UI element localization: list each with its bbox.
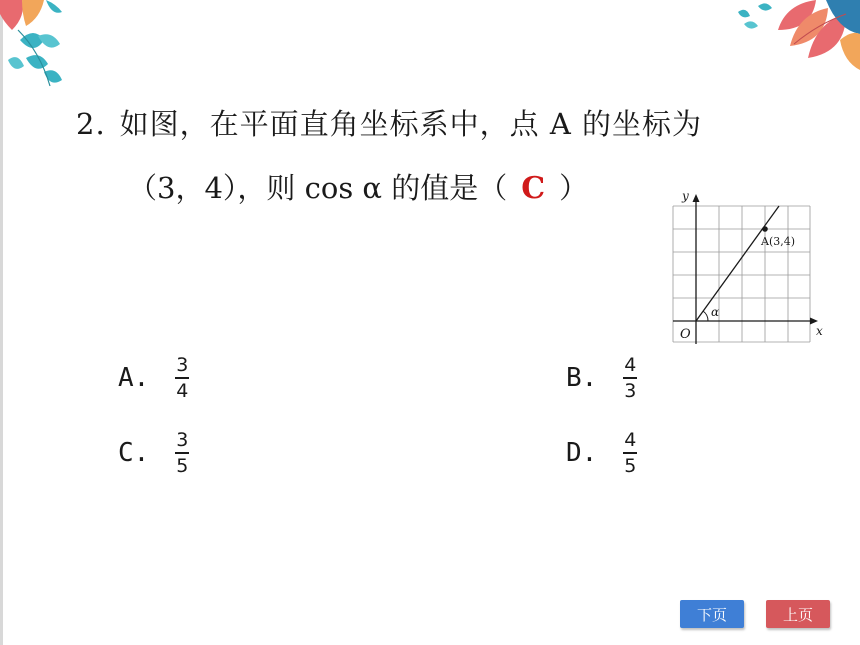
option-c[interactable] (118, 430, 189, 476)
leaf-decoration-top-right (728, 0, 860, 70)
option-fraction (623, 430, 637, 476)
fraction-bar (175, 452, 189, 454)
option-fraction (175, 430, 189, 476)
option-fraction (623, 355, 637, 401)
option-b[interactable] (566, 355, 637, 401)
numerator: 3 (176, 429, 189, 451)
option-d[interactable] (566, 430, 637, 476)
x-axis-label: x (816, 324, 823, 338)
question-close-paren: ） (559, 171, 589, 205)
option-a[interactable] (118, 355, 189, 401)
previous-page-button[interactable]: 上页 (766, 600, 830, 628)
denominator: 5 (176, 454, 189, 477)
origin-label: O (680, 327, 691, 342)
point-a (762, 226, 768, 232)
question-condition: （3，4），则 cos α 的值是（ (128, 171, 508, 205)
answer-letter: C (521, 171, 546, 206)
question-line-1 (76, 102, 702, 143)
option-letter: D. (566, 437, 598, 468)
question-line-2 (128, 166, 588, 207)
option-letter: A. (118, 362, 150, 393)
y-axis-label: y (682, 189, 689, 203)
denominator: 3 (624, 379, 637, 402)
ray-oa (696, 206, 779, 321)
question-number: 2. (76, 107, 106, 141)
slide-border (0, 0, 3, 645)
option-letter: B. (566, 362, 598, 393)
numerator: 4 (624, 354, 637, 376)
fraction-bar (623, 452, 637, 454)
fraction-bar (623, 377, 637, 379)
angle-arc (703, 311, 708, 321)
question-stem: 如图，在平面直角坐标系中，点 A 的坐标为 (119, 107, 703, 141)
angle-label: α (711, 305, 720, 319)
option-letter: C. (118, 437, 150, 468)
next-page-button[interactable]: 下页 (680, 600, 744, 628)
numerator: 3 (176, 354, 189, 376)
option-fraction (175, 355, 189, 401)
point-a-label: A(3,4) (761, 235, 796, 248)
numerator: 4 (624, 429, 637, 451)
fraction-bar (175, 377, 189, 379)
coordinate-figure (668, 186, 828, 346)
denominator: 5 (624, 454, 637, 477)
leaf-decoration-top-left (0, 0, 80, 92)
denominator: 4 (176, 379, 189, 402)
